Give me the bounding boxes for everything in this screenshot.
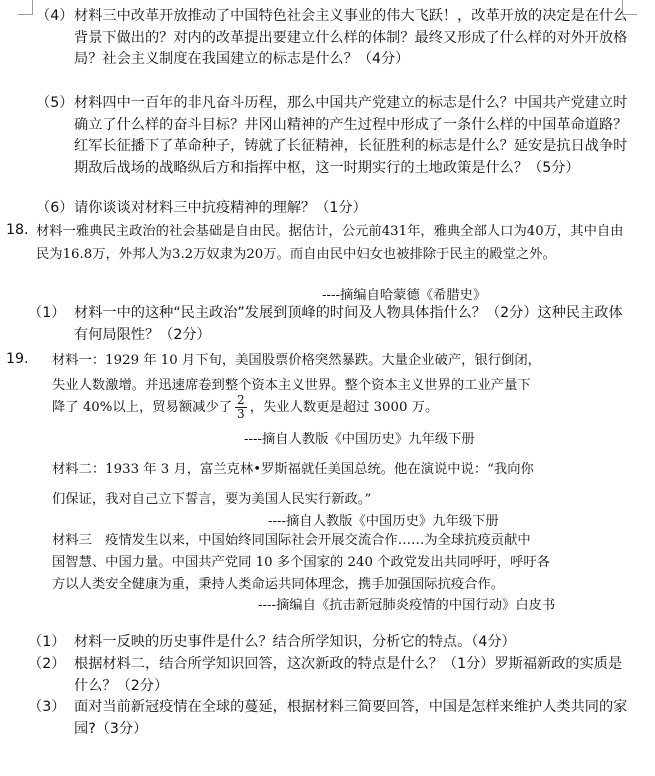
question-6-text: 请你谈谈对材料三中抗疫精神的理解？（1分） xyxy=(74,200,367,216)
question-18-number: 18. xyxy=(6,222,29,238)
question-19-sub-1-number: （1） xyxy=(28,634,66,650)
fraction-numerator: 2 xyxy=(237,393,245,407)
question-18-sub-1-text: 材料一中的这种“民主政治”发展到顶峰的时间及人物具体指什么？（2分）这种民主政体有何局限性？（2分） xyxy=(74,305,623,343)
fraction-denominator: 3 xyxy=(237,407,245,421)
question-6-number: （6） xyxy=(36,200,74,216)
question-19-sub-1-text: 材料一反映的历史事件是什么？结合所学知识，分析它的特点。（4分） xyxy=(74,634,516,650)
crop-mark-top-left xyxy=(18,0,33,15)
question-19-material-1-line-1: 材料一：1929 年 10 月下旬，美国股票价格突然暴跌。大量企业破产，银行倒闭， xyxy=(52,353,541,368)
question-19-sub-3-text: 面对当前新冠疫情在全球的蔓延，根据材料三简要回答，中国是怎样来维护人类共同的家园?（3分） xyxy=(74,699,628,737)
question-19-material-1-line-2: 失业人数激增。并迅速席卷到整个资本主义世界。整个资本主义世界的工业产量下 xyxy=(52,378,531,393)
question-19-sub-2-number: （2） xyxy=(28,656,66,672)
question-18-source: ----摘编自哈蒙德《希腊史》 xyxy=(322,288,487,303)
question-19-material-2-source: ----摘自人教版《中国历史》九年级下册 xyxy=(268,514,499,529)
question-4-number: （4） xyxy=(36,8,74,24)
question-19-sub-2-text: 根据材料二，结合所学知识回答，这次新政的特点是什么？（1分）罗斯福新政的实质是什么？（2分） xyxy=(74,656,623,694)
question-19-number: 19. xyxy=(6,351,29,367)
question-19-material-3-line-3: 方以人类安全健康为重，秉持人类命运共同体理念，携手加强国际抗疫合作。 xyxy=(52,577,505,592)
question-19-material-3-line-1: 材料三 疫情发生以来，中国始终同国际社会开展交流合作……为全球抗疫贡献中 xyxy=(52,533,531,548)
question-5-text: 材料四中一百年的非凡奋斗历程，那么中国共产党建立的标志是什么？中国共产党建立时确立了什么样的奋斗目标？井冈山精神的产生过程中形成了一条什么样的中国革命道路？红军长征播下了革命种子，铸就了长征精神，长征胜利的标志是什么？延安是抗日战争时期敌后战场的战略纵后方和指挥中枢，这一时期实行的土地政策是什么？（5分） xyxy=(74,95,628,176)
question-4-text: 材料三中改革开放推动了中国特色社会主义事业的伟大飞跃！，改革开放的决定是在什么背景下做出的？对内的改革提出要建立什么样的体制？最终又形成了什么样的对外开放格局？社会主义制度在我国建立的标志是什么？（4分） xyxy=(74,8,628,67)
question-18-material: 材料一雅典民主政治的社会基础是自由民。据估计，公元前431年，雅典全部人口为40万，其中自由民为16.8万，外邦人为3.2万奴隶为20万。而自由民中妇女也被排除于民主的殿堂之外。 xyxy=(36,224,624,262)
question-19-material-1-source: ----摘自人教版《中国历史》九年级下册 xyxy=(244,432,475,447)
question-19-material-3-source: ----摘编自《抗击新冠肺炎疫情的中国行动》白皮书 xyxy=(258,598,556,613)
question-19-sub-3-number: （3） xyxy=(28,699,66,715)
question-19-material-2-line-1: 材料二：1933 年 3 月，富兰克林•罗斯福就任美国总统。他在演说中说：“我向你 xyxy=(52,462,534,477)
question-19-material-3-line-2: 国智慧、中国力量。中国共产党同 10 多个国家的 240 个政党发出共同呼吁，呼吁各 xyxy=(52,555,551,570)
question-18-sub-1-number: （1） xyxy=(28,305,66,321)
fraction-two-thirds xyxy=(235,394,247,421)
question-19-material-2-line-2: 们保证，我对自己立下誓言，要为美国人民实行新政。” xyxy=(52,492,372,507)
question-19-material-1-line-3-end: ，失业人数更是超过 3000 万。 xyxy=(249,400,439,415)
question-19-material-1-line-3-start: 降了 40%以上，贸易额减少了 xyxy=(52,400,233,415)
question-5-number: （5） xyxy=(36,95,74,111)
question-19-material-1-line-3 xyxy=(52,394,438,421)
